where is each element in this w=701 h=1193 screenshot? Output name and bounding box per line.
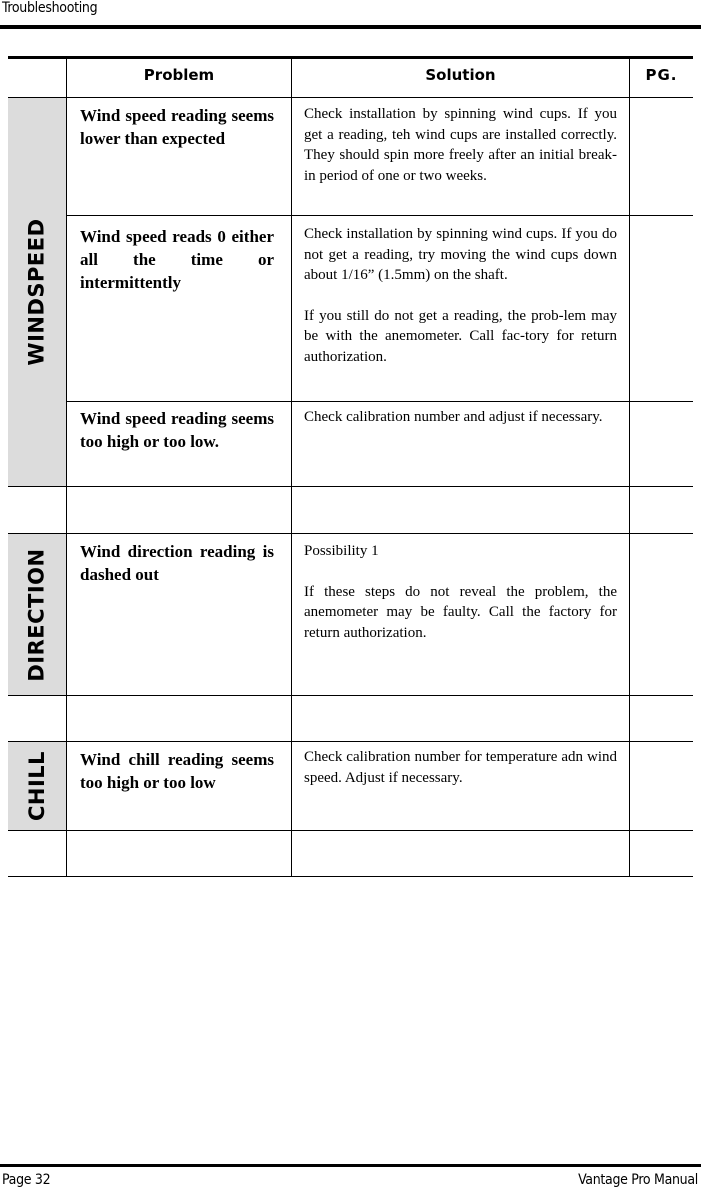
column-divider <box>629 56 630 877</box>
section-label-text: CHILL <box>25 750 50 822</box>
section-label-direction <box>8 534 66 695</box>
solution-text: Check installation by spinning wind cups. If you get a reading, teh wind cups are installed correctly. They should spin more freely after an initial break-in period of one or two weeks. <box>304 106 617 184</box>
solution-text: Check calibration number for temperature adn wind speed. Adjust if necessary. <box>304 749 617 786</box>
row-divider <box>8 741 693 742</box>
problem-cell: Wind speed reading seems too high or too low. <box>80 409 274 451</box>
problem-cell: Wind chill reading seems too high or too low <box>80 750 274 792</box>
row-divider <box>67 401 693 402</box>
solution-text: If you still do not get a reading, the prob-lem may be with the anemometer. Call fac-tory for return authorization. <box>304 307 617 365</box>
table-bottom-rule <box>8 876 693 877</box>
section-label-chill <box>8 742 66 830</box>
header-page: PG. <box>645 66 678 84</box>
header-bottom-rule <box>8 97 693 98</box>
section-label-windspeed <box>8 98 66 486</box>
problem-cell: Wind speed reads 0 either all the time or intermittently <box>80 227 274 292</box>
footer-rule <box>0 1164 701 1167</box>
problem-cell: Wind speed reading seems lower than expected <box>80 106 274 148</box>
row-divider <box>67 215 693 216</box>
problem-cell: Wind direction reading is dashed out <box>80 542 274 584</box>
solution-cell <box>304 104 617 186</box>
header-rule <box>0 25 701 29</box>
section-label-text: DIRECTION <box>25 547 49 682</box>
manual-title: Vantage Pro Manual <box>578 1172 698 1188</box>
table-top-rule <box>8 56 693 59</box>
solution-text: Check calibration number and adjust if necessary. <box>304 409 603 425</box>
header-solution: Solution <box>425 66 496 84</box>
running-head: Troubleshooting <box>2 0 98 16</box>
section-label-text: WINDSPEED <box>25 218 49 366</box>
page-number: Page 32 <box>2 1172 51 1188</box>
solution-cell <box>304 224 617 367</box>
row-divider <box>8 830 693 831</box>
row-divider <box>8 695 693 696</box>
troubleshooting-table <box>8 56 693 877</box>
column-divider <box>66 56 67 877</box>
solution-text: If these steps do not reveal the problem, the anemometer may be faulty. Call the factory for return authorization. <box>304 583 617 641</box>
header-problem: Problem <box>143 66 215 84</box>
row-divider <box>8 486 693 487</box>
solution-cell <box>304 747 617 788</box>
row-divider <box>8 533 693 534</box>
column-divider <box>291 56 292 877</box>
solution-cell <box>304 541 617 643</box>
solution-cell <box>304 407 617 428</box>
solution-text: Check installation by spinning wind cups. If you do not get a reading, try moving the wind cups down about 1/16” (1.5mm) on the shaft. <box>304 226 617 283</box>
solution-text: Possibility 1 <box>304 543 379 559</box>
